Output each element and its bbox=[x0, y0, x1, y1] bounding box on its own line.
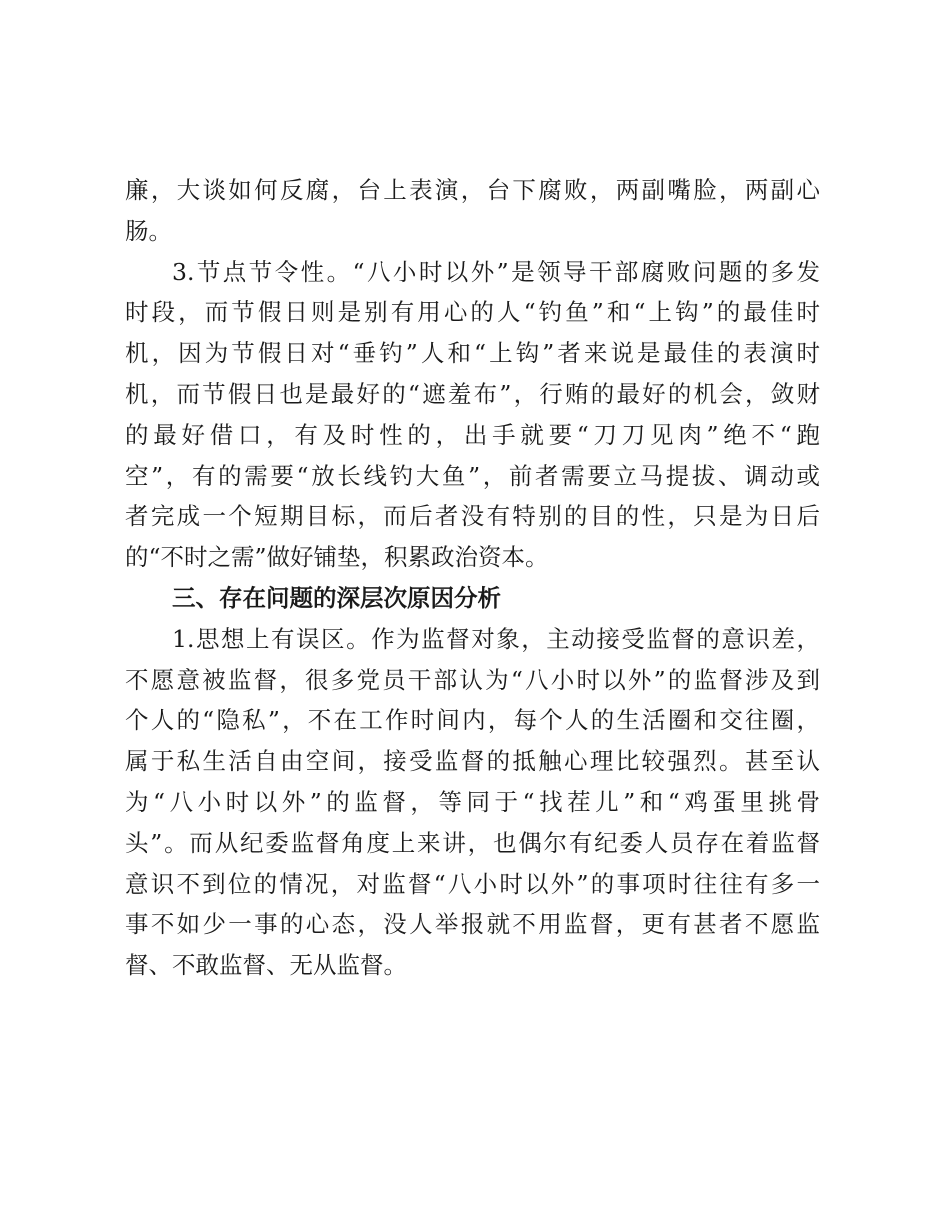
text-line: 时段，而节假日则是别有用心的人“钓鱼”和“上钩”的最佳时 bbox=[125, 298, 820, 327]
text-line: 意识不到位的情况，对监督“八小时以外”的事项时往往有多一 bbox=[125, 869, 820, 898]
paragraph-start-line: 3.节点节令性。“八小时以外”是领导干部腐败问题的多发 bbox=[172, 257, 820, 286]
document-body bbox=[125, 170, 820, 986]
section-heading: 三、存在问题的深层次原因分析 bbox=[172, 583, 501, 612]
text-line: 为“八小时以外”的监督，等同于“找茬儿”和“鸡蛋里挑骨 bbox=[125, 787, 820, 816]
text-line: 廉，大谈如何反腐，台上表演，台下腐败，两副嘴脸，两副心 bbox=[125, 176, 820, 204]
text-line: 机，而节假日也是最好的“遮羞布”，行贿的最好的机会，敛财 bbox=[125, 379, 820, 408]
text-line: 不愿意被监督，很多党员干部认为“八小时以外”的监督涉及到 bbox=[125, 665, 820, 694]
text-line: 的最好借口，有及时性的，出手就要“刀刀见肉”绝不“跑 bbox=[125, 420, 820, 449]
text-line: 事不如少一事的心态，没人举报就不用监督，更有甚者不愿监 bbox=[125, 910, 820, 939]
text-line: 空”，有的需要“放长线钓大鱼”，前者需要立马提拔、调动或 bbox=[125, 461, 820, 490]
text-line: 肠。 bbox=[125, 216, 172, 245]
text-line: 个人的“隐私”，不在工作时间内，每个人的生活圈和交往圈， bbox=[125, 706, 820, 735]
paragraph-start-line: 1.思想上有误区。作为监督对象，主动接受监督的意识差， bbox=[172, 624, 820, 653]
text-line: 的“不时之需”做好铺垫，积累政治资本。 bbox=[125, 543, 549, 572]
text-line: 者完成一个短期目标，而后者没有特别的目的性，只是为日后 bbox=[125, 502, 820, 531]
text-line: 督、不敢监督、无从监督。 bbox=[125, 951, 407, 980]
text-line: 属于私生活自由空间，接受监督的抵触心理比较强烈。甚至认 bbox=[125, 747, 820, 776]
text-line: 机，因为节假日对“垂钓”人和“上钩”者来说是最佳的表演时 bbox=[125, 339, 820, 368]
text-line: 头”。而从纪委监督角度上来讲，也偶尔有纪委人员存在着监督 bbox=[125, 828, 820, 857]
